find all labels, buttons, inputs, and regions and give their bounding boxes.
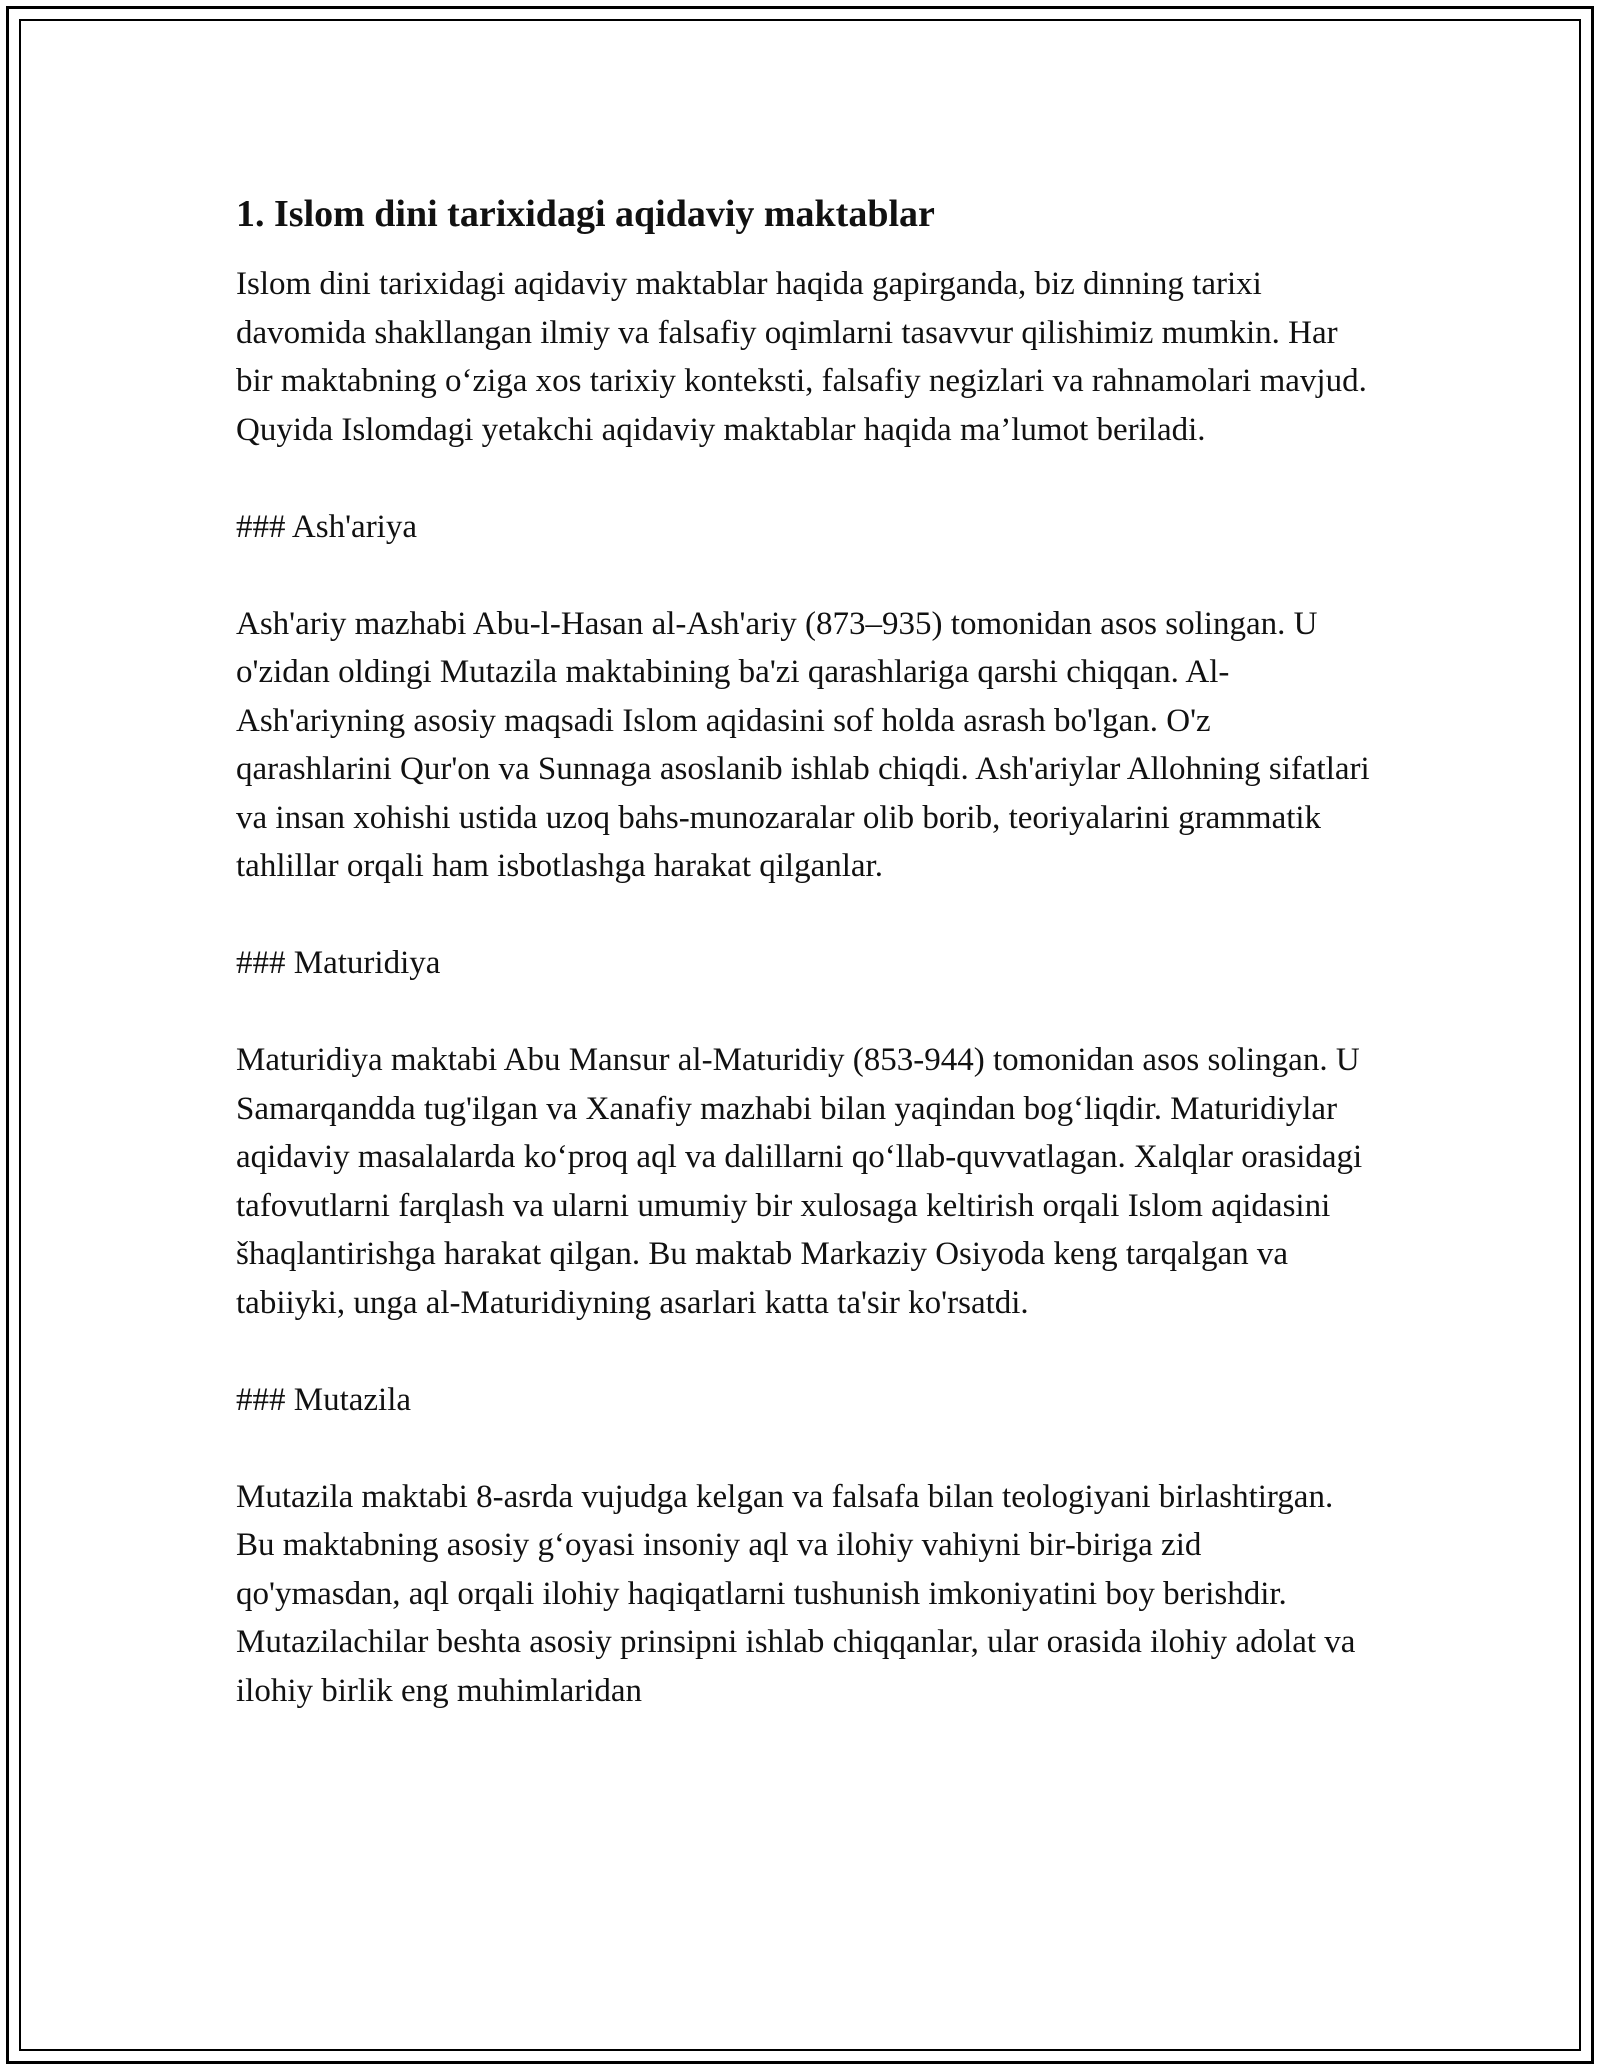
section-body-mutazila: Mutazila maktabi 8-asrda vujudga kelgan va falsafa bilan teologiyani birlashtirgan. Bu maktabning asosiy g‘oyasi insoniy aql va ilohiy vahiyni bir-biriga zid qo'ymasdan, aql orqali ilohiy haqiqatlarni tushunish imkoniyatini boy berishdir. Mutazilachilar beshta asosiy prinsipni ishlab chiqqanlar, ular orasida ilohiy adolat va ilohiy birlik eng muhimlaridan [236, 1478, 1356, 1709]
section-heading-maturidiya: ### Maturidiya [236, 945, 441, 981]
section-body-maturidiya: Maturidiya maktabi Abu Mansur al-Maturidiy (853-944) tomonidan asos solingan. U Samarqandda tug'ilgan va Xanafiy mazhabi bilan yaqindan bog‘liqdir. Maturidiylar aqidaviy masalalarda ko‘proq aql va dalillarni qo‘llab-quvvatlagan. Xalqlar orasidagi tafovutlarni farqlash va ularni umumiy bir xulosaga keltirish orqali Islom aqidasini šhaqlantirishga harakat qilgan. Bu maktab Markaziy Osiyoda keng tarqalgan va tabiiyki, unga al-Maturidiyning asarlari katta ta'sir ko'rsatdi. [236, 1042, 1363, 1321]
intro-paragraph: Islom dini tarixidagi aqidaviy maktablar haqida gapirganda, biz dinning tarixi davomida shakllangan ilmiy va falsafiy oqimlarni tasavvur qilishimiz mumkin. Har bir maktabning o‘ziga xos tarixiy konteksti, falsafiy negizlari va rahnamolari mavjud. Quyida Islomdagi yetakchi aqidaviy maktablar haqida ma’lumot beriladi. [236, 266, 1367, 448]
section-body-ashariya: Ash'ariy mazhabi Abu-l-Hasan al-Ash'ariy (873–935) tomonidan asos solingan. U o'zidan oldingi Mutazila maktabining ba'zi qarashlariga qarshi chiqqan. Al-Ash'ariyning asosiy maqsadi Islom aqidasini sof holda asrash bo'lgan. O'z qarashlarini Qur'on va Sunnaga asoslanib ishlab chiqdi. Ash'ariylar Allohning sifatlari va insan xohishi ustida uzoq bahs-munozaralar olib borib, teoriyalarini grammatik tahlillar orqali ham isbotlashga harakat qilganlar. [236, 605, 1370, 884]
document-title: 1. Islom dini tarixidagi aqidaviy maktablar [236, 193, 935, 235]
document-body [236, 186, 1371, 1764]
section-heading-ashariya: ### Ash'ariya [236, 508, 418, 545]
section-heading-mutazila: ### Mutazila [236, 1381, 412, 1418]
